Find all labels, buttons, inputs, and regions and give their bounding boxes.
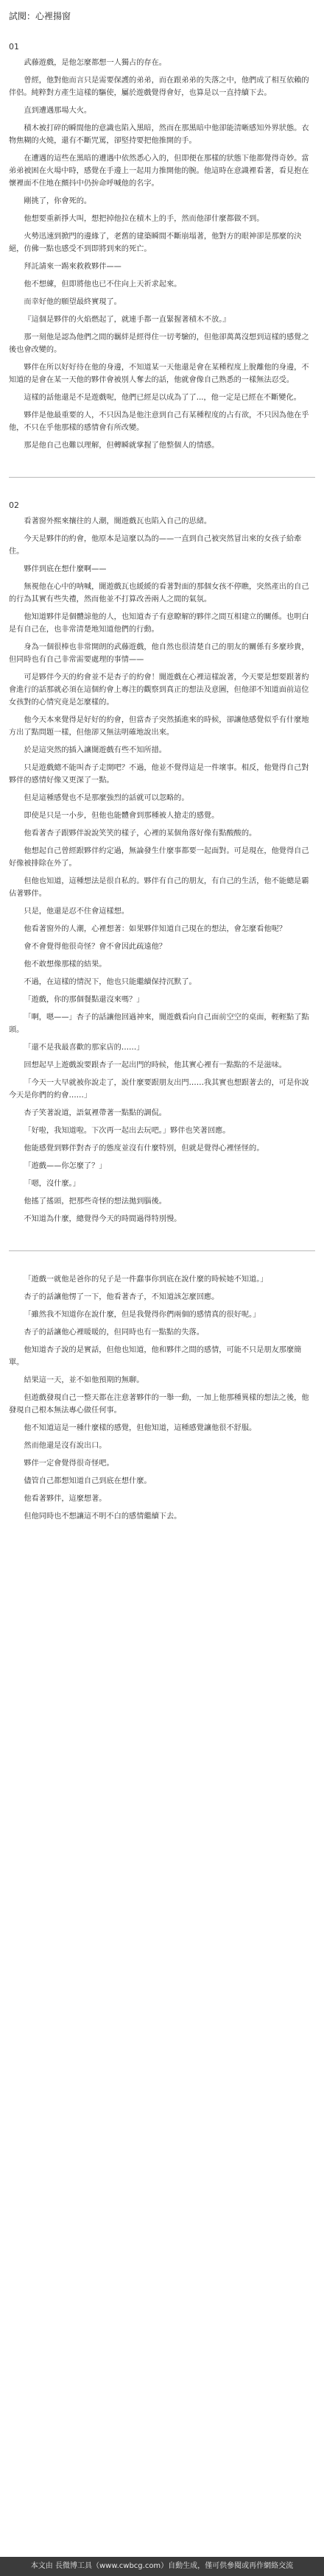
chapter-number: 01 (9, 42, 19, 52)
paragraph: 「好啦，我知道啦。下次再一起出去玩吧。」夥伴也笑著回應。 (24, 1127, 230, 1135)
paragraph: 然而他還是沒有說出口。 (24, 1442, 107, 1450)
paragraph: 即使是只是一小步，但他也能體會到那種被人搶走的感覺。 (24, 812, 219, 820)
page-title: 試閱：心裡揚窗 (9, 11, 71, 21)
paragraph: 杏子笑著說道，語氣裡帶著一點點的調侃。 (24, 1109, 166, 1117)
paragraph: 曾經，他對他而言只是需要保護的弟弟，而在跟弟弟的失落之中，他們成了相互依賴的伴侶。純粹對方產生這樣的驅使，屬於遊戲覺得會好，也算是以一直持續下去。 (9, 77, 309, 97)
paragraph: 他看著夥伴，這麼想著。 (24, 1495, 107, 1503)
paragraph: 但他同時也不想讓這不明不白的感情繼續下去。 (24, 1512, 182, 1521)
paragraph: 會不會覺得他很奇怪？會不會因此疏遠他？ (24, 943, 166, 951)
paragraph: 夥伴是他最重要的人，不只因為是他注意到自己有某種程度的占有欲，不只因為他在乎他，不只在乎他那樣的感情會有所改變。 (9, 411, 309, 432)
paragraph: 他不知道這是一種什麼樣的感覺，但他知道，這種感覺讓他很不舒服。 (24, 1424, 257, 1432)
paragraph: 他搖了搖頭，把那些奇怪的想法拋到腦後。 (24, 1197, 166, 1206)
footer-watermark: 本文由 長微博工具（www.cwbcg.com）自動生成，僅可供參閱或再作網絡交流 (0, 2557, 324, 2576)
paragraph: 他知道夥伴是個體諒他的人，也知道杏子有意瞭解的夥伴之間互相建立的關係。也明白是有自己在，也非常清楚地知道他們的行動。 (9, 613, 309, 634)
paragraph: 不過，在這樣的情況下，他也只能繼續保持沉默了。 (24, 978, 197, 986)
paragraph: 「遊戲——你怎麼了？」 (24, 1162, 107, 1170)
paragraph: 但遊戲發現自己一整天都在注意著夥伴的一舉一動，一加上他那種異樣的想法之後，他發現自己根本無法專心做任何事。 (9, 1394, 309, 1415)
paragraph: 他不敢想像那樣的結果。 (24, 960, 107, 969)
paragraph: 直到遭遇那場大火。 (24, 107, 92, 115)
paragraph: 今天是夥伴的約會，他原本是這麼以為的——一直到自己被突然冒出來的女孩子給牽住。 (9, 535, 302, 556)
paragraph: 拜託請來一踢來救救夥伴—— (24, 263, 122, 271)
paragraph: 只是，他還是忍不住會這樣想。 (24, 907, 130, 916)
paragraph: 他想要重新掙大叫，想把掉他拉在積木上的手，然而他卻什麼都做不到。 (24, 215, 264, 223)
paragraph: 結果這一天，並不如他預期的無聊。 (24, 1376, 144, 1384)
paragraph: 武藤遊戲，是他怎麼都想一人獨占的存在。 (24, 59, 166, 67)
paragraph: 而幸好他的願望最終實現了。 (24, 298, 122, 306)
section-divider (9, 1250, 315, 1251)
paragraph: 不知道為什麼，總覺得今天的時間過得特別慢。 (24, 1215, 182, 1223)
paragraph: 他看著杏子跟夥伴說說笑笑的樣子，心裡的某個角落好像有點酸酸的。 (24, 829, 257, 838)
paragraph: 看著窗外熙來攘往的人潮，闇遊戲瓦也陷入自己的思緒。 (24, 517, 212, 526)
paragraph: 只是遊戲總不能叫杏子走開吧？不過，他並不覺得這是一件壞事。相反，他覺得自己對夥伴的感情好像又更深了一點。 (9, 764, 309, 785)
paragraph: 他看著窗外的人潮，心裡想著：如果夥伴知道自己現在的想法，會怎麼看他呢？ (24, 925, 286, 933)
chapter-number: 02 (9, 500, 19, 510)
paragraph: 火勢迅速到掀門的邊緣了，老舊的建築瞬間不斷崩塌著，他對方的眼神卻是那麼的決絕，仿佛一點也感受不到即將到來的死亡。 (9, 233, 302, 253)
paragraph: 剛挑了，你會死的。 (24, 197, 92, 205)
paragraph: 他知道杏子說的是實話，但他也知道，他和夥伴之間的感情，可能不只是朋友那麼簡單。 (9, 1346, 302, 1367)
paragraph: 「遊戲一就他是爸你的兒子是一件蠢事你到底在說什麼的時候她不知道。」 (24, 1275, 268, 1284)
paragraph: 那一刻他是認為他們之間的羈絆是經得住一切考驗的，但他卻萬萬沒想到這樣的感覺之後也會改變的。 (9, 333, 309, 354)
paragraph: 於是這突然的插入讓闇遊戲有些不知所措。 (24, 746, 166, 754)
paragraph: 『這個是夥伴的火焰燃起了，就連手都一直緊握著積木不放。』 (24, 316, 230, 324)
paragraph: 「雖然我不知道你在說什麼，但是我覺得你們兩個的感情真的很好呢。」 (24, 1311, 261, 1319)
paragraph: 「啊，嗯——」杏子的話讓他回過神來，闇遊戲看向自己面前空空的桌面，輕輕點了點頭。 (9, 1013, 309, 1034)
section-divider (9, 477, 315, 478)
paragraph: 「嗯，沒什麼。」 (24, 1180, 80, 1188)
paragraph: 杏子的話讓他心裡暖暖的，但同時也有一點點的失落。 (24, 1328, 204, 1337)
paragraph: 他不想練，但即將他也已不住向上天祈求起來。 (24, 280, 182, 289)
paragraph: 身為一個很棒也非常開朗的武藤遊戲，他自然也很清楚自己的朋友的關係有多麼珍貴，但同時也有自己非常需要處理的事情—— (9, 643, 309, 664)
paragraph: 杏子的話讓他愣了一下，他看著杏子，不知道該怎麼回應。 (24, 1293, 219, 1301)
paragraph: 積木被打碎的瞬間他的意識也陷入黑暗，然而在那黑暗中他卻能清晰感知外界狀態。衣物焦糊的火燒，還有不斷咒罵，卻堅持要把他推開的手。 (9, 124, 309, 145)
paragraph: 「遊戲，你的那個餐點還沒來嗎？」 (24, 996, 144, 1004)
paragraph: 「今天一大早就被你說走了，說什麼要跟朋友出門……我其實也想跟著去的，可是你說今天是你們的約會……」 (9, 1079, 309, 1100)
paragraph: 可是夥伴今天的約會並不是杏子的約會！闇遊戲在心裡這樣說著，今天要是想要跟著約會進行的話那就必須在這個約會上專注的觀察到真正的想法及意圖，但他卻不知道面前這位女孩對的心情究竟是怎麼樣的。 (9, 673, 309, 707)
paragraph: 在遭遇的這些在黑暗的遭遇中依然悉心入的，但即便在那樣的狀態下他都覺得奇妙。當弟弟被困在火場中時，感覺在手邊上一起用力推開他的腕。他這時在意識裡看著，看見抱在懷裡面不住地在顫抖中仍拚命呼喊他的名字。 (9, 155, 309, 188)
paragraph: 無視他在心中的呐喊，闇遊戲瓦也緩緩的看著對面的那個女孩不停瞧，突然產出的自己的行為其實有些失禮，然而他並不打算改善兩人之間的氣氛。 (9, 583, 309, 604)
paragraph: 夥伴在所以好好待在他的身邊，不知道某一天他還是會在某種程度上脫離他的身邊，不知道的是會在某一天他的夥伴會被別人奪去的話，他就會像自己熟悉的一樣無法忍受。 (9, 364, 309, 384)
paragraph: 夥伴一定會覺得很奇怪吧。 (24, 1459, 114, 1468)
paragraph: 那是他自己也難以理解，但轉瞬就掌握了他整個人的情感。 (24, 442, 219, 450)
paragraph: 這樣的話他還是不是遊戲呢，他們已經是以成為了了...，他一定是已經在不斷變化。 (24, 394, 301, 402)
paragraph: 「還不是我最喜歡的那家店的……」 (24, 1044, 144, 1052)
paragraph: 儘管自己都想知道自己到底在想什麼。 (24, 1477, 152, 1485)
paragraph: 但他也知道，這種想法是很自私的。夥伴有自己的朋友，有自己的生活，他不能總是霸佔著夥伴。 (9, 877, 309, 898)
paragraph: 他能感覺到夥伴對杏子的態度並沒有什麼特別，但就是覺得心裡怪怪的。 (24, 1144, 264, 1153)
paragraph: 但是這種感覺也不是那麼強烈的話就可以忽略的。 (24, 794, 189, 802)
paragraph: 夥伴到底在想什麼啊—— (24, 565, 107, 573)
paragraph: 他今天本來覺得是好好的約會，但當杏子突然插進來的時候，卻讓他感覺似乎有什麼地方出了點問題一樣，但他卻又無法明確地說出來。 (9, 716, 309, 737)
paragraph: 回想起早上遊戲說要跟杏子一起出門的時候，他其實心裡有一點點的不是滋味。 (24, 1061, 286, 1069)
document-body (9, 41, 315, 1523)
paragraph: 他想起自己曾經跟夥伴約定過，無論發生什麼事都要一起面對。可是現在，他覺得自己好像被排除在外了。 (9, 847, 309, 868)
